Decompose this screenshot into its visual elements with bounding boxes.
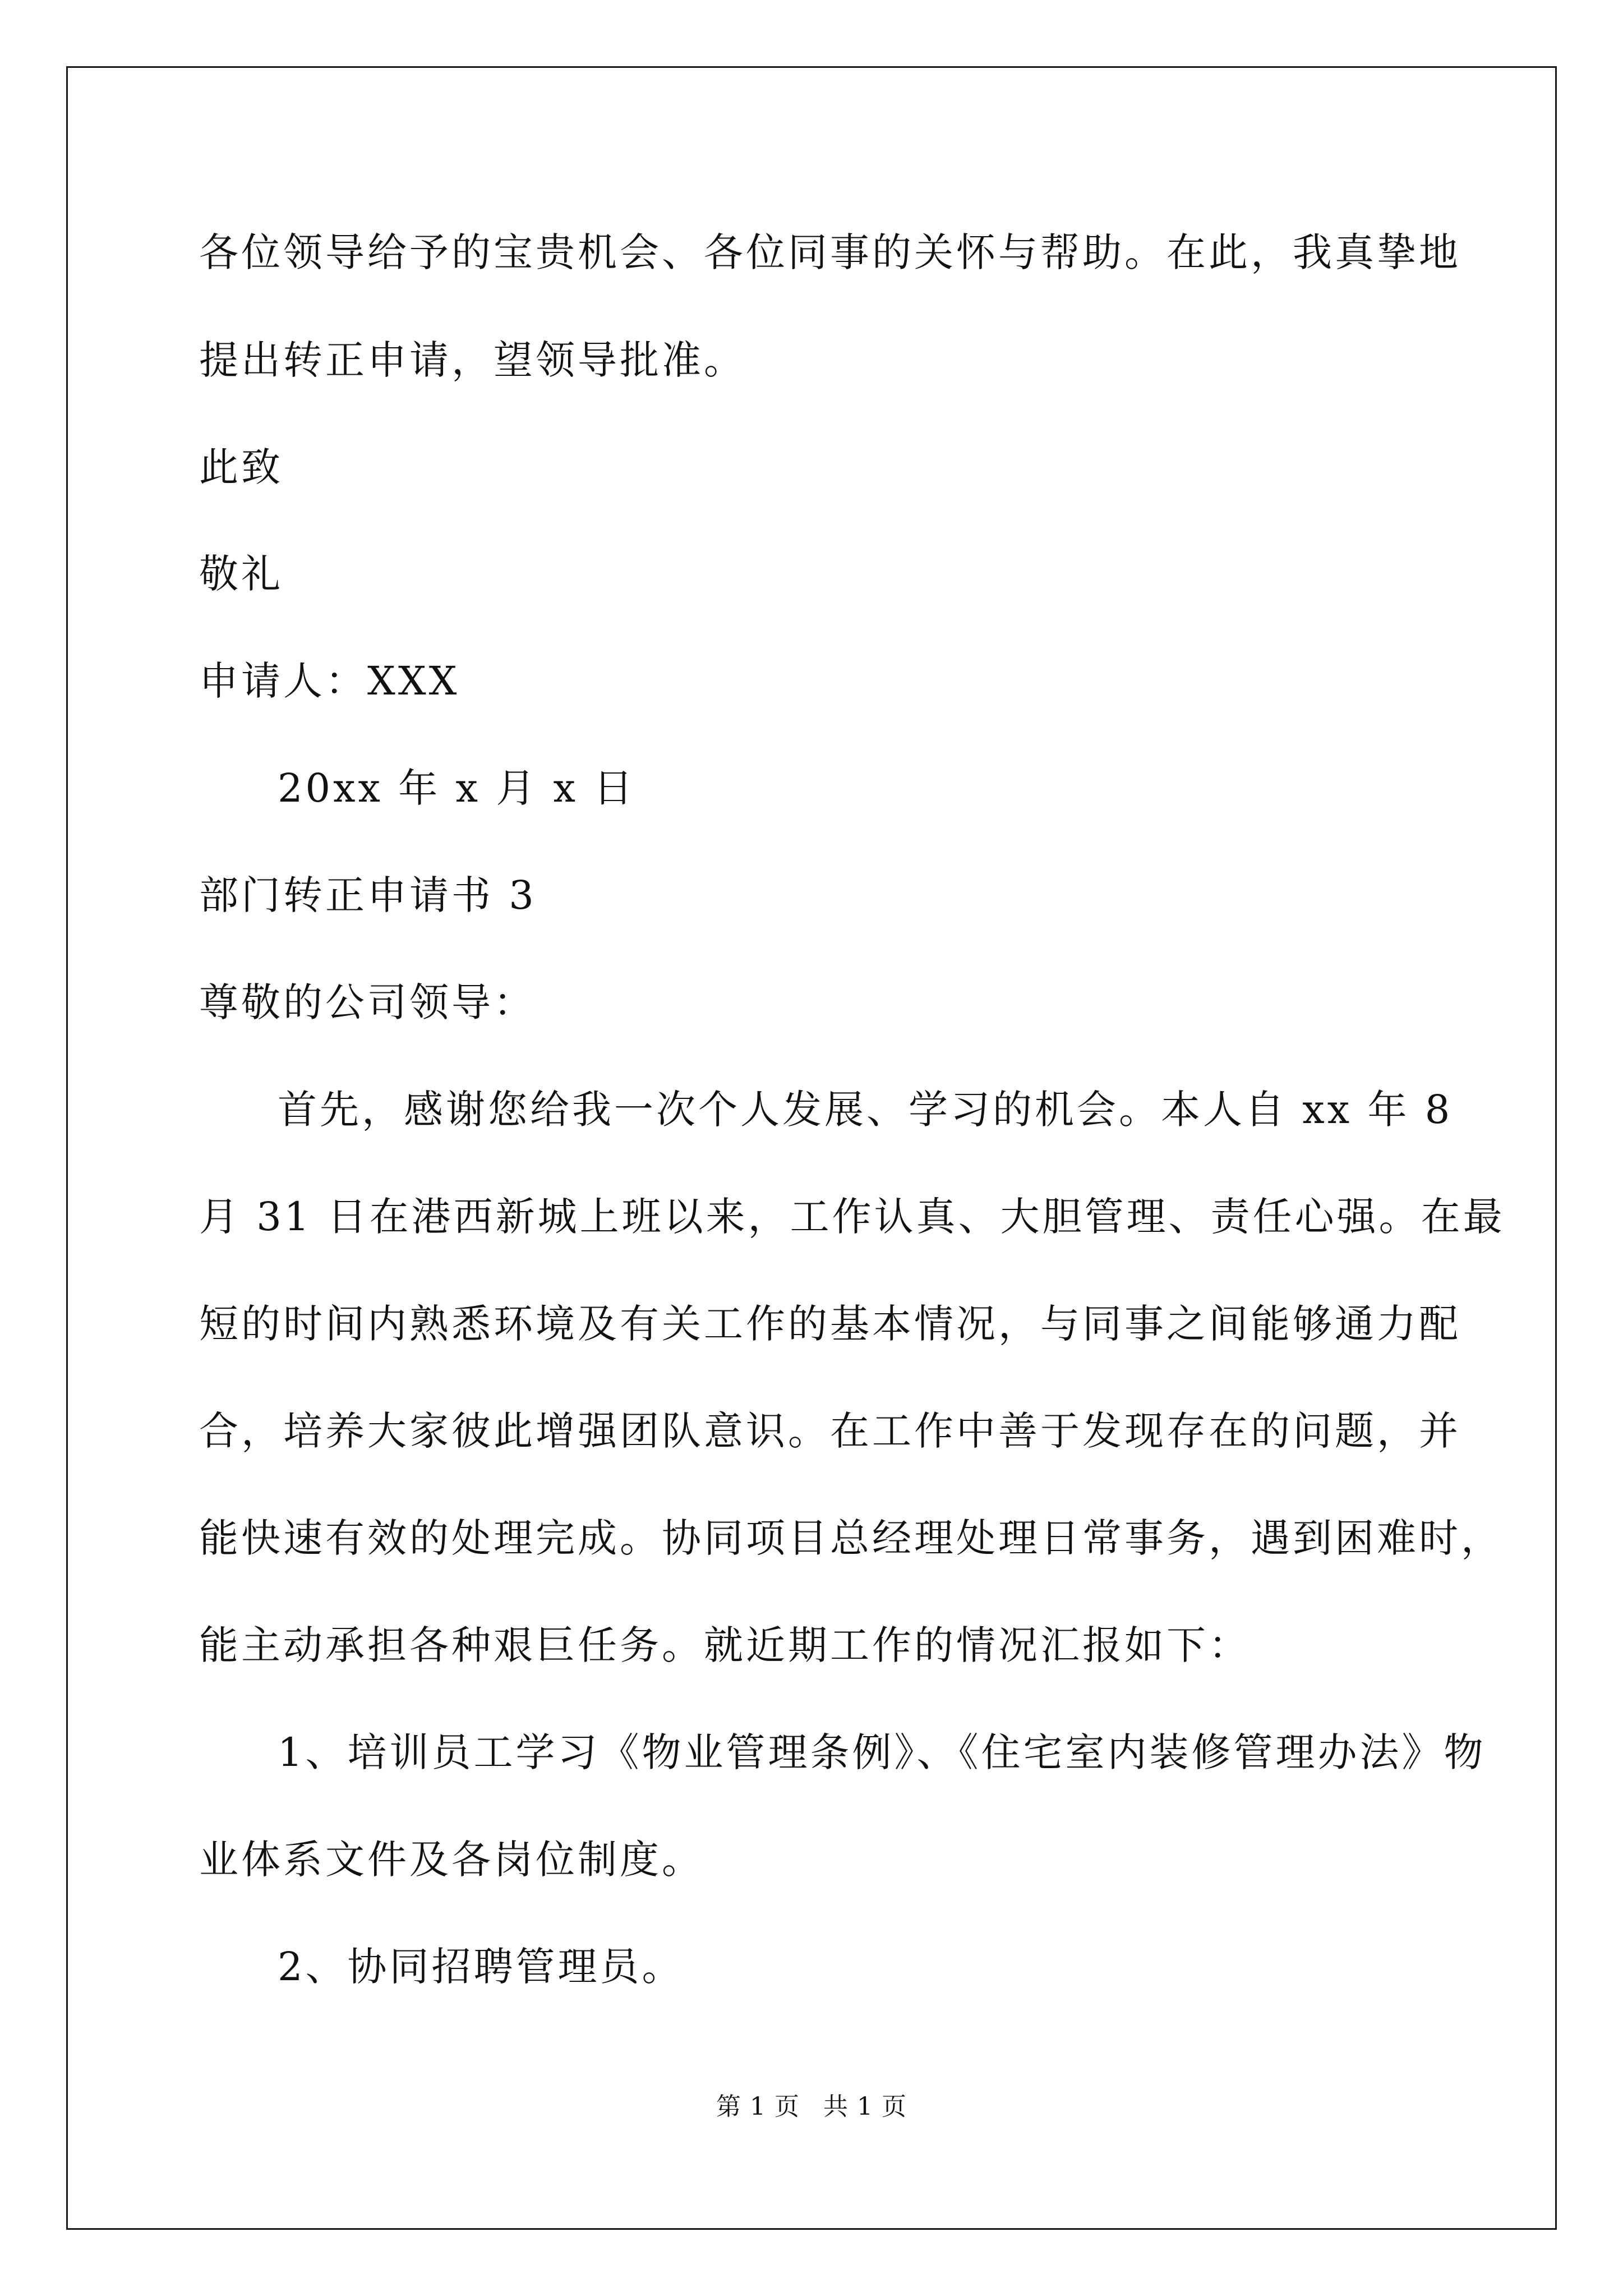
- closing-salutation: 此致: [199, 444, 283, 490]
- list-item-continuation: 业体系文件及各岗位制度。: [199, 1837, 704, 1883]
- paragraph-line: 短的时间内熟悉环境及有关工作的基本情况，与同事之间能够通力配: [199, 1301, 1461, 1347]
- paragraph-line: 能快速有效的处理完成。协同项目总经理处理日常事务，遇到困难时，: [199, 1515, 1503, 1561]
- list-item: 1、培训员工学习《物业管理条例》、《住宅室内装修管理办法》物: [278, 1729, 1486, 1775]
- applicant-signature: 申请人：XXX: [199, 658, 460, 704]
- page-number-total: 共 1 页: [823, 2092, 907, 2121]
- letter-greeting: 尊敬的公司领导：: [199, 979, 536, 1025]
- paragraph-line: 合，培养大家彼此增强团队意识。在工作中善于发现存在的问题，并: [199, 1408, 1461, 1454]
- page-footer: [0, 2092, 1623, 2122]
- closing-regards: 敬礼: [199, 551, 283, 597]
- paragraph-line: 能主动承担各种艰巨任务。就近期工作的情况汇报如下：: [199, 1622, 1251, 1668]
- paragraph-line: 提出转正申请，望领导批准。: [199, 337, 746, 383]
- page-number-current: 第 1 页: [716, 2092, 800, 2121]
- paragraph-line: 月 31 日在港西新城上班以来，工作认真、大胆管理、责任心强。在最: [199, 1194, 1505, 1240]
- section-heading: 部门转正申请书 3: [199, 872, 537, 918]
- page-border: [66, 66, 1557, 2230]
- letter-date: 20xx 年 x 月 x 日: [278, 765, 636, 811]
- paragraph-line: 各位领导给予的宝贵机会、各位同事的关怀与帮助。在此，我真挚地: [199, 229, 1461, 275]
- paragraph-line: 首先，感谢您给我一次个人发展、学习的机会。本人自 xx 年 8: [278, 1087, 1453, 1133]
- list-item: 2、协同招聘管理员。: [278, 1944, 684, 1990]
